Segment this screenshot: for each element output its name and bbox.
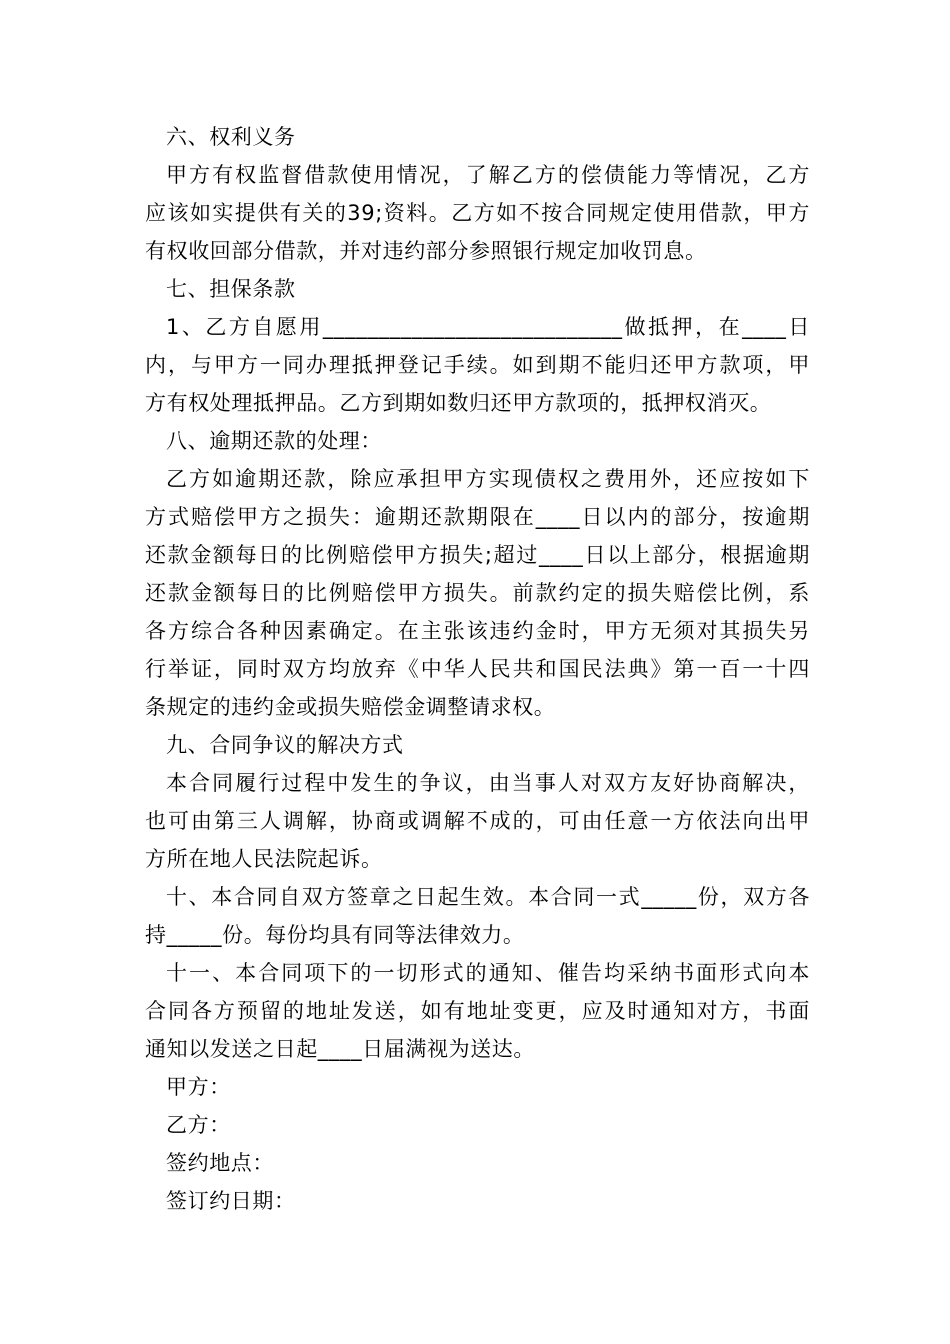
document-line: 九、合同争议的解决方式	[166, 733, 404, 757]
document-line: 内，与甲方一同办理抵押登记手续。如到期不能归还甲方款项，甲	[145, 353, 810, 377]
document-line: 八、逾期还款的处理：	[166, 429, 382, 453]
document-line: 各方综合各种因素确定。在主张该违约金时，甲方无须对其损失另	[145, 619, 810, 643]
document-line: 1、乙方自愿用___________________________做抵押，在____日	[166, 315, 810, 339]
document-line: 甲方：	[166, 1075, 231, 1099]
document-line: 乙方如逾期还款，除应承担甲方实现债权之费用外，还应按如下	[166, 467, 810, 491]
document-line: 行举证，同时双方均放弃《中华人民共和国民法典》第一百一十四	[145, 657, 810, 681]
document-line: 还款金额每日的比例赔偿甲方损失;超过____日以上部分，根据逾期	[145, 543, 810, 567]
document-line: 本合同履行过程中发生的争议，由当事人对双方友好协商解决，	[166, 771, 810, 795]
document-line: 也可由第三人调解，协商或调解不成的，可由任意一方依法向出甲	[145, 809, 810, 833]
document-line: 条规定的违约金或损失赔偿金调整请求权。	[145, 695, 556, 719]
document-line: 通知以发送之日起____日届满视为送达。	[145, 1037, 535, 1061]
document-line: 应该如实提供有关的39;资料。乙方如不按合同规定使用借款，甲方	[145, 201, 810, 225]
document-page	[145, 118, 810, 1220]
document-line: 六、权利义务	[166, 125, 296, 149]
document-line: 签约地点：	[166, 1151, 274, 1175]
document-line: 签订约日期：	[166, 1189, 296, 1213]
document-line: 持_____份。每份均具有同等法律效力。	[145, 923, 525, 947]
document-line: 方所在地人民法院起诉。	[145, 847, 383, 871]
document-line: 十一、本合同项下的一切形式的通知、催告均采纳书面形式向本	[166, 961, 810, 985]
document-line: 十、本合同自双方签章之日起生效。本合同一式_____份，双方各	[166, 885, 810, 909]
document-line: 七、担保条款	[166, 277, 296, 301]
document-body	[145, 118, 810, 1220]
document-line: 还款金额每日的比例赔偿甲方损失。前款约定的损失赔偿比例，系	[145, 581, 810, 605]
document-line: 乙方：	[166, 1113, 231, 1137]
document-line: 甲方有权监督借款使用情况，了解乙方的偿债能力等情况，乙方	[166, 163, 810, 187]
document-line: 合同各方预留的地址发送，如有地址变更，应及时通知对方，书面	[145, 999, 810, 1023]
document-line: 有权收回部分借款，并对违约部分参照银行规定加收罚息。	[145, 239, 707, 263]
document-line: 方式赔偿甲方之损失：逾期还款期限在____日以内的部分，按逾期	[145, 505, 810, 529]
document-line: 方有权处理抵押品。乙方到期如数归还甲方款项的，抵押权消灭。	[145, 391, 772, 415]
